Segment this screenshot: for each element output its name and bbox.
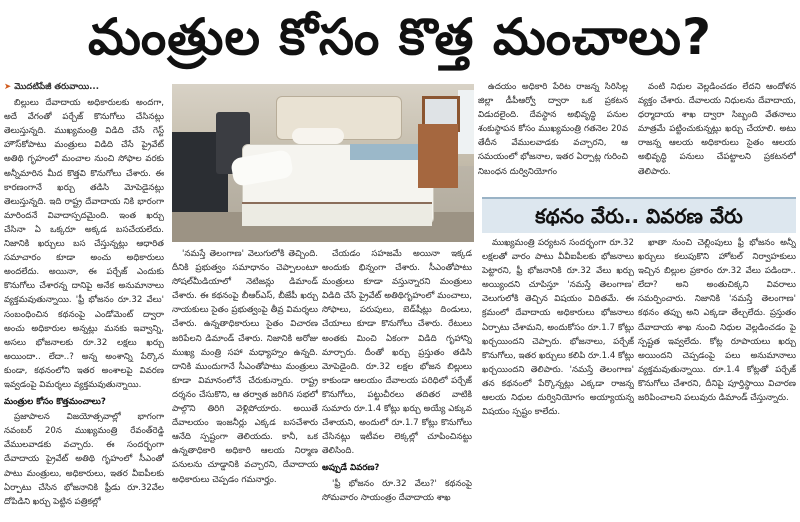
article-column-6 <box>482 236 634 520</box>
paragraph: 'ఫ్రీ భోజనం రూ.32 వేలు?' కథనంపై సోమవారం సాయంత్రం దేవాదాయ శాఖ <box>322 478 472 503</box>
article-column-5 <box>638 80 796 200</box>
article-column-1 <box>4 80 164 520</box>
subheading: మంత్రుల కోసం కొత్తమంచాలు? <box>4 397 106 408</box>
article-column-7 <box>638 236 796 520</box>
headline: మంత్రుల కోసం కొత్త మంచాలు? <box>88 8 712 66</box>
paragraph: 'నమస్తే తెలంగాణ' వెలుగులోకి తెచ్చింది. దీనికి ప్రభుత్వం సమాధానం చెప్పాలంటూ సోషల్‌మీడియాలో నెటిజన్లు డిమాండ్ చేశారు. ఈ కథనంపై బీఆర్‌ఎస్, బీజేపీ ఖర్చు నాయకులు సైతం ప్రభుత్వంపై తీవ్ర విమర్శలు చేశారు. ఉన్నతాధికారులు సైతం విచారణ జరిపేలని డిమాండ్ చేశారు. నిజానికి అరోజు ముఖ్య మంత్రి సహా మధ్యాహ్నం ఉన్నది. దానికి ముందుగానే సీఎంతోపాటు మంత్రులు కూడా విమానంలోనే చేరుకున్నారు. రాష్ట్ర దర్శనం చేసుకొని, ఆ తర్వాత జరిగిన సభలో పాల్గొని తిరిగి వెళ్లిపోయారు. అయితే దేవాలయం ఇంజనీర్లు ఎక్కడ బసచేశారు ఆనేది స్పష్టంగా తెలియదు. కానీ, ఒక ఉన్నతాధికారి అధికారి ఆలయ నిర్మాణ పనులను చూడ్డానికి వచ్చారని, దేవాదాయ అధికారులు చెప్పడం గమనార్హం. <box>172 249 318 485</box>
paragraph: ఖాతా నుంచి చెల్లింపులు ఫ్రీ భోజనం అన్నీ ఖర్చులు కలుపుకొని హోటల్ నిర్వాహకులు ఇచ్చిన బిల్లుల ప్రకారం రూ.32 వేలు పడిందా.. లేదా? అని అంతుచిక్కని వివరాలు సమర్పించారు. నిజానికి 'నమస్తే తెలంగాణ' కథనం తప్పు అని ఎక్కడా తేల్చలేదు. ప్రస్తుతం దేవాదాయ శాఖ నుంచి నిధుల వెల్లడించడం పై స్పష్టత ఇవ్వలేదు. కోట్ల రూపాయలు ఖర్చు అయిందని చెప్పడంపై పలు అనుమానాలు వ్యక్తమవుతున్నాయి. రూ.1.4 కోట్లతో పర్చేజ్ కొనుగోలు చేశారని, దీనిపై పూర్తిస్థాయి విచారణ జరిపించాలని పలువురు డిమాండ్ చేస్తున్నారు. <box>638 238 796 404</box>
paragraph: ముఖ్యమంత్రి పర్యటన సందర్భంగా రూ.32 లక్షలతో వారం పాటు వీవీఐపీలకు భోజనాలు పెట్టారని, ఫ్రీ భోజనానికి రూ.32 వేలు ఖర్చు అయ్యిందని చూపిస్తూ 'నమస్తే తెలంగాణ' వెలుగులోకి తెచ్చిన విషయం విదితమే. ఈ క్రమంలో దేవాదాయ అధికారులు భోజనాలు ఏర్పాటు చేశామని, అందుకోసం రూ.1.7 కోట్లు ఖర్చయిందని చెప్పారు. భోజనాలు, పర్చేజ్ కొనుగోలు, ఇతర ఖర్చులు కలిపి రూ.1.4 కోట్లు ఖర్చయిందని తెలిపారు. 'నమస్తే తెలంగాణ' తన కథనంలో పేర్కొన్నట్లు ఎక్కడా రాజన్న ఆలయ నిధుల దుర్వినియోగం అయ్యాయన్న విషయం స్పష్టం కాలేదు. <box>482 238 634 418</box>
subheading: అప్పుడే వివరణ? <box>322 463 380 474</box>
paragraph: వంటి నిధుల వెల్లడించడం లేదని ఆందోళన వ్యక్తం చేశారు. దేవాలయ నిధులను దేవాదాయ, ధర్మాదాయ శాఖ ద్వారా సిబ్బంది వేతనాలు మాత్రమే పట్టించుకున్నట్లు ఖర్చు చేయాలి. అటు రాజన్న ఆలయ అధికారులు సైతం ఆలయ అభివృద్ధి పనులు చేపట్టాలని ప్రకటనలో తెలిపారు. <box>638 82 796 177</box>
paragraph: చేయడం సహజమే అయినా ఇక్కడ అందుకు భిన్నంగా చేశారు. సీఎంతోపాటు మంత్రులు కూడా వస్తున్నారని మంత్రులు విడిది చేసే ప్రైవేట్ అతిథిగృహంలో మంచాలు, సోఫాలు, పరుపులు, బెడ్‌షీట్లు దిండులు, చేయాలు కూడా కొనుగోలు చేశారు. రేటులు అంతకు మించి ఏకంగా విడిది గృహాన్ని మార్చారు. దీంతో ఖర్చు ప్రస్తుతం తడిసి మోపెడైంది. రూ.32 లక్షల భోజన బిల్లులు కాకుండా ఆలయం దేవాలయ పరిధిలో పర్చేజ్ కొనుగోలు, పట్టుచీరలు తదితర వాటికి సుమారు రూ.1.4 కోట్లు ఖర్చు అయ్యే ఎక్కువ చేశాయని, అందులో రూ.1.7 కోట్లు కొనుగోలు చేసినట్లు ఇటీవల లెక్కల్లో చూపించినట్టు తెలిసింది. <box>322 249 472 457</box>
section-heading: కథనం వేరు.. వివరణ వేరు <box>535 204 743 228</box>
paragraph: బిల్లులు దేవాదాయ అధికారులకు అందగా, అదే వేగంతో పర్చేజ్ కొనుగోలు చేసినట్లు తెలుస్తున్నది. ముఖ్యమంత్రి విడిది చేసే గెస్ట్ హౌస్‌కోపాటు మంత్రులు విడిది చేసే ప్రైవేట్ అతిథి గృహంలో మంచాల నుంచి సోఫాల వరకు అన్నీమారిన మీద కొత్తవి కొనుగోలు చేశారు. ఈ కారణంగానే ఖర్చు తడిసి మోపెడైనట్లు తెలుస్తున్నది. ఇది రాష్ట్ర దేవాదాయ నికి భారంగా మారిందనే వివాదాస్పదమైంది. ఇంత ఖర్చు చేసినా ఏ ఒక్కరూ అక్కడ బసచేయలేదు. నిజానికి ఖర్చులు బస చేస్తున్నట్లు ఆధారిత సమాచారం కూడా అంచు అధికారులు అందలేదు. అయినా, ఈ పర్చేజ్ ఎందుకు కొనుగోలు చేశారన్న దానిపై అనేక అనుమానాలు వ్యక్తమవుతున్నాయి. 'ఫ్రీ భోజనం రూ.32 వేలు' సంబంధించిన కథనంపై ఎండోమెంట్ ద్వారా అంచు అధికారుల అన్నట్లు మనకు ఇవ్వాన్ని, అసలు భోజనాలకు రూ.32 లక్షలు ఖర్చు అయిందా.. లేదా..? అన్న అంశాన్ని పేర్కొన కుండా, కథనంలోని ఇతర అంశాలపై వివరణ ఇవ్వడంపై విమర్శలు వ్యక్తమవుతున్నాయి. <box>4 98 164 390</box>
paragraph: ఉదయం అధికారి పేరిట రాజన్న సిరిసిల్ల జిల్లా డీపీఆర్వో ద్వారా ఒక ప్రకటన విడుదలైంది. దేవస్థాన అభివృద్ధి పనుల శంకుస్థాపన కోసం ముఖ్యమంత్రి గతనెల 20వ తేదీన వేములవాడకు వచ్చారని, ఆ సమయంలో భోజనాల, ఇతర ఏర్పాట్ల గురించి నిబంధన దుర్వినియోగం <box>478 82 628 177</box>
section-heading-box <box>482 197 796 233</box>
article-column-4 <box>478 80 628 200</box>
arrow-icon: ➤ <box>4 82 12 92</box>
article-column-3 <box>322 247 472 520</box>
byline-text: మొదటిపేజీ తరువాయి... <box>14 82 99 92</box>
paragraph: ప్రజాపాలన విజయోత్సవాల్లో భాగంగా నవంబర్ 20న ముఖ్యమంత్రి రేవంత్‌రెడ్డి వేములవాడకు వచ్చారు. ఈ సందర్భంగా దేవాదాయ ప్రైవేట్ అతిథి గృహంలో సీఎంతో పాటు మంత్రులు, అధికారులు, ఇతర వీఐపీలకు ఏర్పాటు చేసిన భోజనానికి ఫ్రీడు రూ.32వేల దోపిడిని ఖర్చు పెట్టిన పత్రికల్లో <box>4 412 164 507</box>
byline <box>4 80 164 94</box>
bedroom-photo <box>172 84 474 242</box>
article-column-2 <box>172 247 318 520</box>
